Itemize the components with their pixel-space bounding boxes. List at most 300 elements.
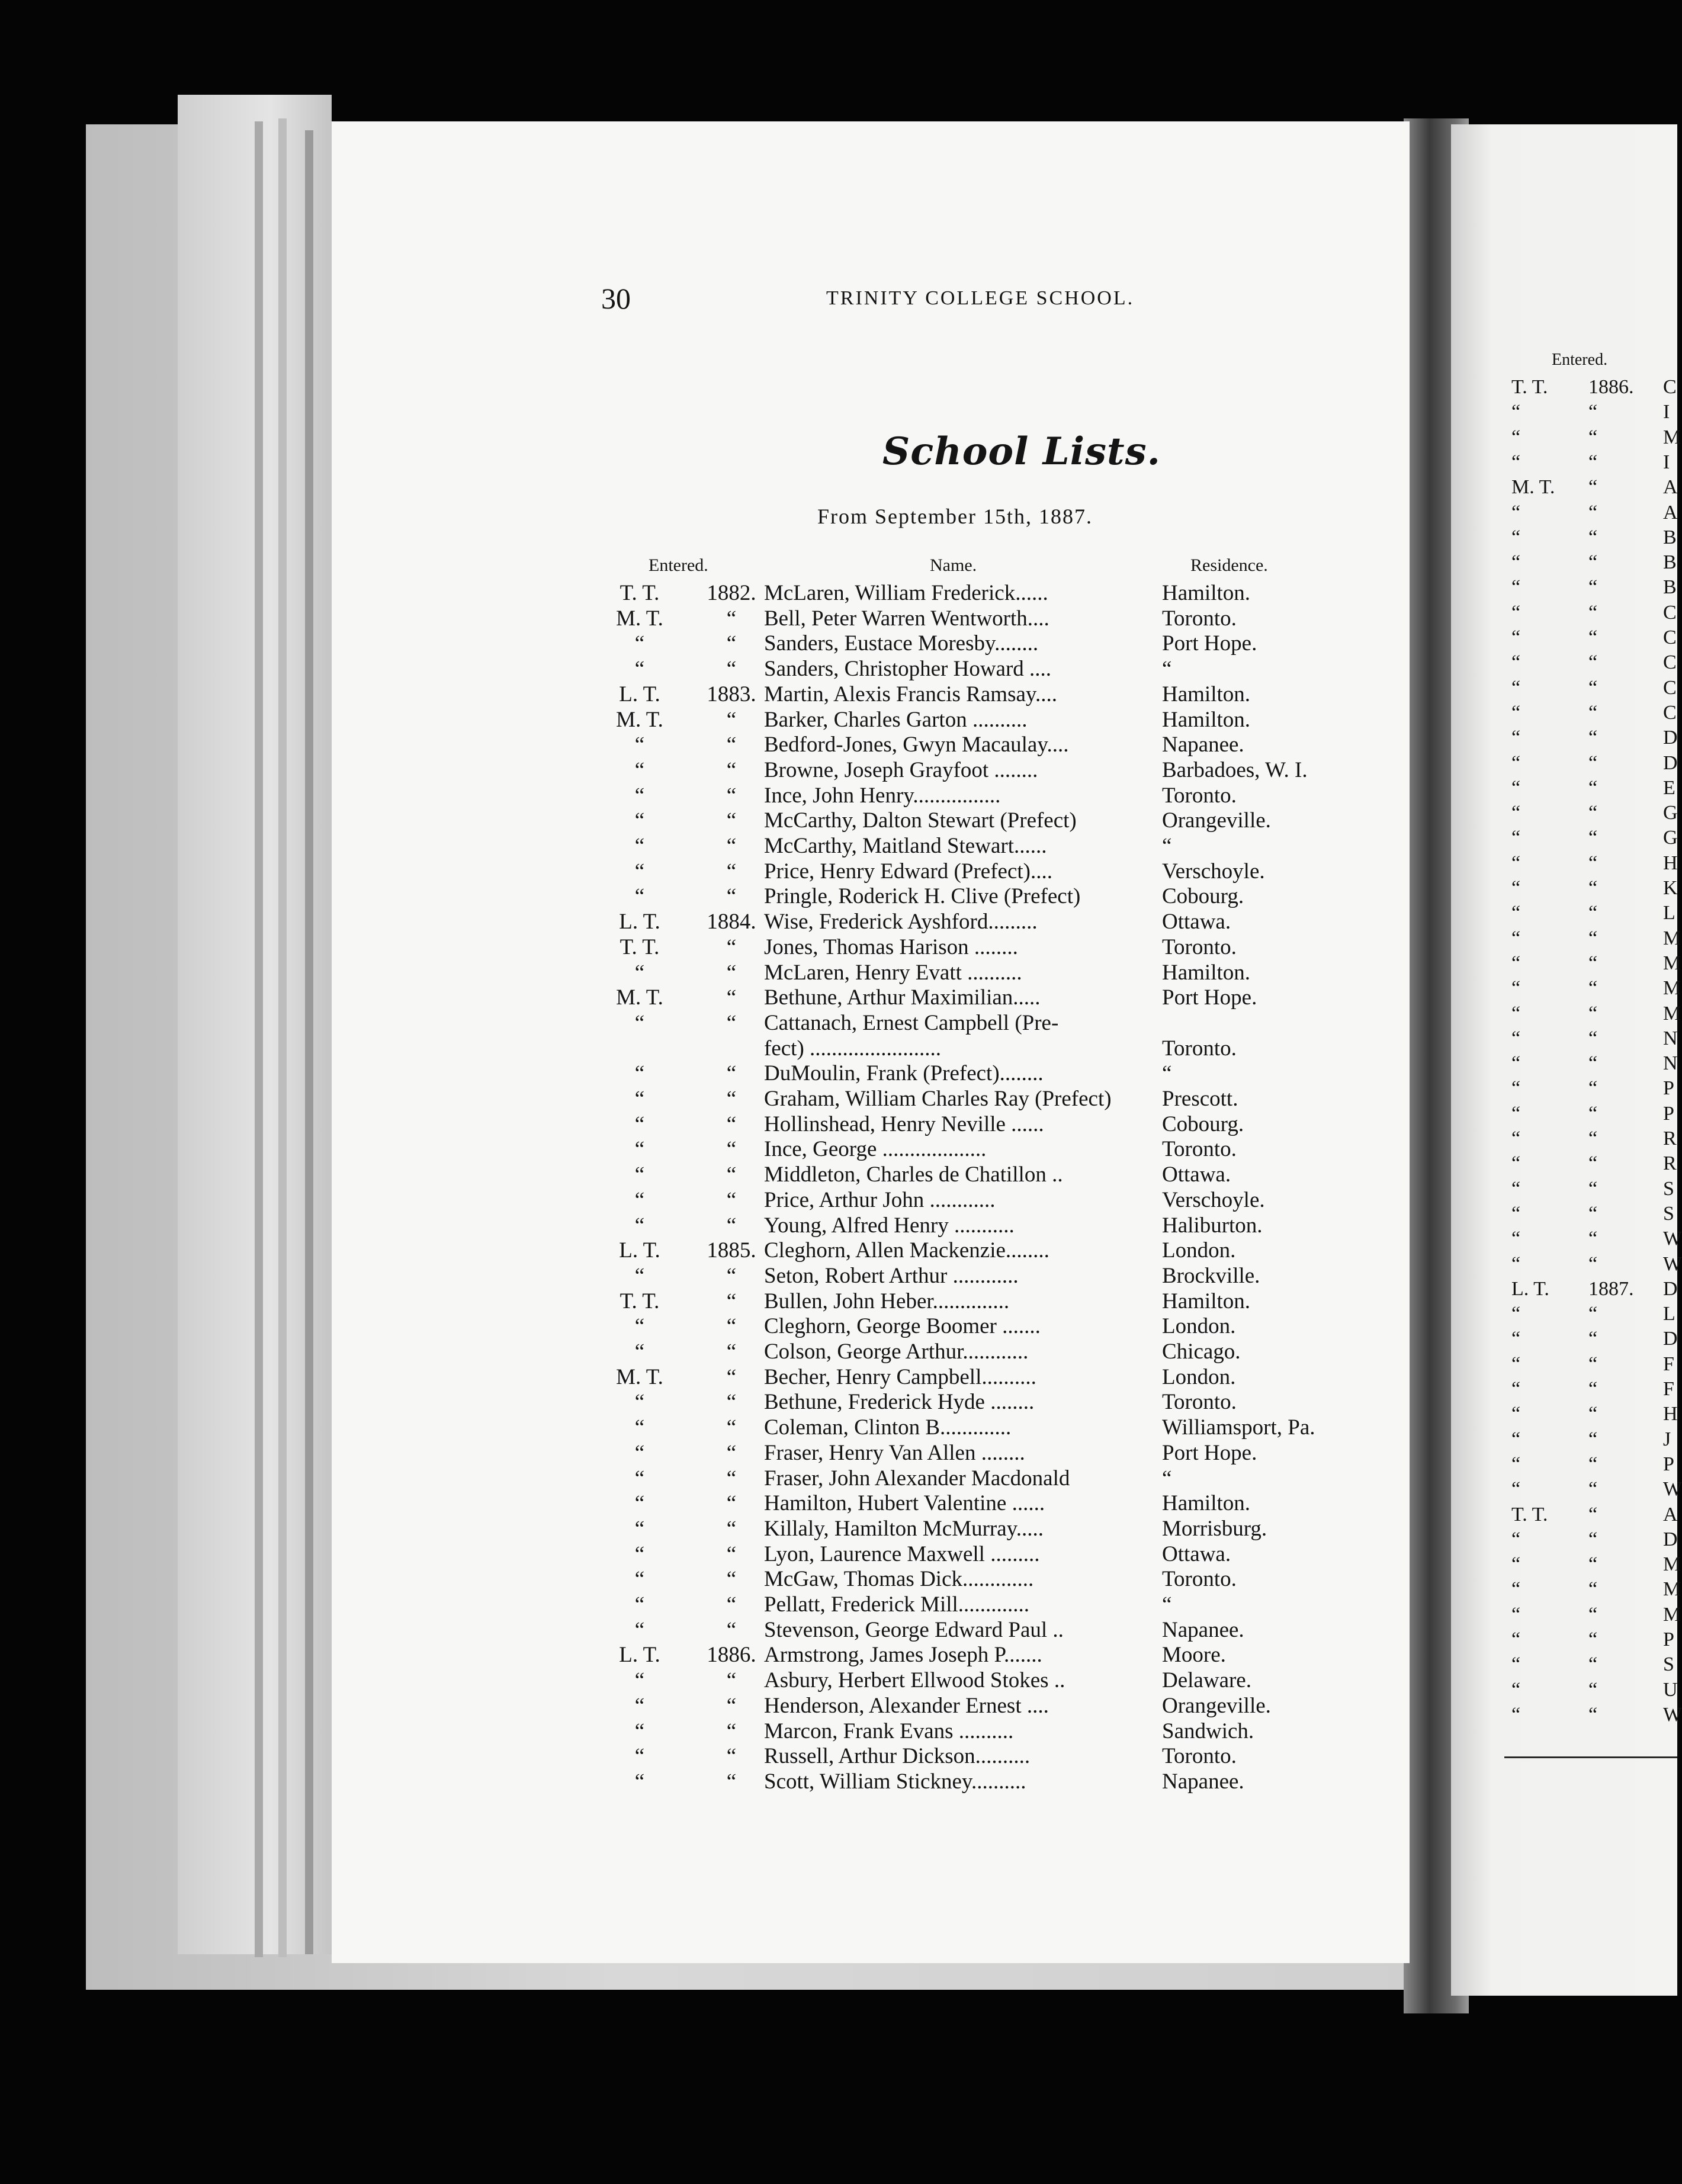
facing-name-fragment: P [1663,1077,1674,1100]
facing-year: “ [1588,1353,1598,1375]
student-name: Sanders, Christopher Howard .... [764,657,1052,682]
facing-year: “ [1588,1328,1598,1350]
entered-term: “ [634,1719,645,1743]
facing-name-fragment: B [1663,576,1677,599]
facing-name-fragment: D [1663,751,1678,774]
entered-term: “ [634,631,645,656]
entered-year: “ [726,1390,737,1415]
facing-name-fragment: M [1663,1603,1681,1626]
student-name: Wise, Frederick Ayshford......... [764,910,1038,934]
facing-name-fragment: F [1663,1353,1674,1375]
residence: Hamilton. [1162,707,1251,732]
facing-year: “ [1588,1228,1598,1250]
residence: Port Hope. [1162,1440,1257,1465]
facing-year: “ [1588,576,1598,599]
facing-year: “ [1588,977,1598,1000]
facing-year: “ [1588,627,1598,648]
residence: Toronto. [1162,1567,1237,1592]
facing-year: “ [1588,1378,1598,1400]
facing-name-fragment: M [1663,927,1681,949]
entered-year: “ [726,834,737,858]
facing-year: “ [1588,601,1598,624]
student-name: Martin, Alexis Francis Ramsay.... [764,682,1057,706]
facing-year: “ [1588,1177,1598,1200]
facing-year: “ [1588,1077,1598,1100]
facing-name-fragment: W [1663,1228,1682,1250]
facing-term: L. T. [1511,1277,1549,1300]
facing-year: “ [1588,1027,1598,1049]
student-name: Hamilton, Hubert Valentine ...... [764,1491,1045,1516]
facing-term: “ [1511,627,1521,648]
entered-term: “ [634,1415,645,1440]
residence: Napanee. [1162,1769,1244,1794]
facing-year: “ [1588,727,1598,749]
residence: Toronto. [1162,606,1237,631]
facing-year: “ [1588,1553,1598,1576]
entered-term: L. T. [619,1238,660,1263]
student-name: Fraser, Henry Van Allen ........ [764,1440,1025,1465]
residence: “ [1162,834,1172,858]
entered-term: T. T. [619,581,660,605]
facing-name-fragment: S [1663,1653,1674,1676]
residence: Ottawa. [1162,910,1231,934]
entered-year: “ [726,1289,737,1313]
student-name: Scott, William Stickney.......... [764,1769,1026,1794]
entered-year: “ [726,606,737,631]
facing-term: “ [1511,1553,1521,1576]
student-name: Stevenson, George Edward Paul .. [764,1617,1064,1642]
facing-name-fragment: I [1663,451,1670,473]
facing-term: “ [1511,401,1521,423]
student-name: McCarthy, Dalton Stewart (Prefect) [764,808,1077,833]
residence: Port Hope. [1162,631,1257,656]
facing-name-fragment: W [1663,1703,1682,1726]
student-name: Pellatt, Frederick Mill............. [764,1592,1030,1617]
entered-year: 1885. [707,1238,756,1263]
residence: London. [1162,1364,1236,1389]
residence: Morrisburg. [1162,1516,1267,1541]
facing-year: “ [1588,877,1598,899]
residence: London. [1162,1238,1236,1263]
facing-name-fragment: K [1663,877,1678,899]
residence: Ottawa. [1162,1162,1231,1187]
facing-year: “ [1588,1428,1598,1450]
facing-term: “ [1511,1027,1521,1049]
residence: Orangeville. [1162,1693,1271,1718]
facing-year: “ [1588,1703,1598,1726]
entered-term: “ [634,757,645,782]
student-name: Becher, Henry Campbell.......... [764,1364,1036,1389]
student-name: Ince, John Henry................ [764,783,1001,808]
residence: London. [1162,1314,1236,1339]
facing-term: “ [1511,1578,1521,1601]
student-name: Marcon, Frank Evans .......... [764,1719,1014,1743]
residence: Toronto. [1162,1744,1237,1769]
entered-year: “ [726,1693,737,1718]
residence: Port Hope. [1162,985,1257,1010]
residence: “ [1162,1061,1172,1086]
facing-name-fragment: M [1663,1002,1681,1024]
facing-year: “ [1588,1629,1598,1650]
facing-term: “ [1511,1653,1521,1676]
facing-year: “ [1588,501,1598,523]
facing-name-fragment: C [1663,651,1677,674]
facing-year: “ [1588,476,1598,499]
facing-name-fragment: H [1663,852,1678,874]
residence: Hamilton. [1162,1289,1251,1313]
entered-year: “ [726,1263,737,1288]
entered-term: “ [634,1769,645,1794]
entered-year: “ [726,1061,737,1086]
entered-year: “ [726,1213,737,1238]
facing-name-fragment: C [1663,601,1677,624]
student-name: Browne, Joseph Grayfoot ........ [764,757,1038,782]
facing-name-fragment: M [1663,1578,1681,1601]
facing-name-fragment: L [1663,902,1675,924]
entered-year: “ [726,1314,737,1339]
facing-term: “ [1511,1528,1521,1550]
entered-year: “ [726,1137,737,1162]
facing-year: 1886. [1588,376,1634,398]
entered-term: M. T. [616,606,663,631]
student-name: Jones, Thomas Harison ........ [764,934,1018,959]
facing-year: “ [1588,651,1598,674]
facing-name-fragment: P [1663,1453,1674,1475]
entered-year: “ [726,1010,737,1035]
entered-term: L. T. [619,910,660,934]
residence: Haliburton. [1162,1213,1263,1238]
entered-year: “ [726,1744,737,1769]
page-number: 30 [601,282,631,315]
running-head: TRINITY COLLEGE SCHOOL. [826,287,1135,309]
student-name: Young, Alfred Henry ........... [764,1213,1015,1238]
student-name: Ince, George ................... [764,1137,987,1162]
entered-term: “ [634,1112,645,1136]
entered-term: “ [634,1744,645,1769]
student-name: Seton, Robert Arthur ............ [764,1263,1019,1288]
student-name: Asbury, Herbert Ellwood Stokes .. [764,1668,1065,1693]
facing-name-fragment: R [1663,1152,1677,1175]
residence: Moore. [1162,1643,1226,1668]
facing-year: “ [1588,1202,1598,1225]
student-name: McLaren, William Frederick...... [764,581,1048,605]
facing-term: “ [1511,776,1521,799]
facing-term: “ [1511,1703,1521,1726]
facing-term: “ [1511,576,1521,599]
page-edge-line [305,130,313,1954]
entered-year: “ [726,1769,737,1794]
entered-year: “ [726,1466,737,1491]
facing-term: “ [1511,1328,1521,1350]
facing-term: “ [1511,727,1521,749]
facing-term: “ [1511,1128,1521,1149]
facing-name-fragment: C [1663,627,1677,648]
entered-term: “ [634,1187,645,1212]
facing-term: “ [1511,1177,1521,1200]
entered-term: “ [634,733,645,757]
entered-term: M. T. [616,985,663,1010]
entered-term: L. T. [619,682,660,706]
facing-name-fragment: P [1663,1629,1674,1650]
entered-year: “ [726,757,737,782]
residence: Toronto. [1162,783,1237,808]
student-name: Russell, Arthur Dickson.......... [764,1744,1031,1769]
facing-year: “ [1588,1403,1598,1425]
facing-term: “ [1511,551,1521,574]
facing-term: “ [1511,1629,1521,1650]
facing-term: “ [1511,1353,1521,1375]
residence: Verschoyle. [1162,859,1265,884]
student-name: Bedford-Jones, Gwyn Macaulay.... [764,733,1069,757]
facing-name-fragment: S [1663,1202,1674,1225]
student-name: McLaren, Henry Evatt .......... [764,960,1022,985]
student-name: Barker, Charles Garton .......... [764,707,1028,732]
entered-term: “ [634,1693,645,1718]
entered-term: “ [634,1263,645,1288]
student-name: Fraser, John Alexander Macdonald [764,1466,1070,1491]
entered-year: “ [726,1617,737,1642]
facing-name-fragment: C [1663,676,1677,699]
facing-term: “ [1511,802,1521,824]
facing-page [1451,124,1677,1996]
entered-term: “ [634,1516,645,1541]
facing-year: 1887. [1588,1277,1634,1300]
residence: Toronto. [1162,934,1237,959]
entered-year: “ [726,1112,737,1136]
facing-name-fragment: D [1663,1528,1678,1550]
facing-name-fragment: W [1663,1478,1682,1501]
facing-term: “ [1511,676,1521,699]
facing-term: “ [1511,1603,1521,1626]
student-name: McCarthy, Maitland Stewart...... [764,834,1047,858]
student-name: McGaw, Thomas Dick............. [764,1567,1034,1592]
entered-year: 1882. [707,581,756,605]
facing-name-fragment: D [1663,1328,1678,1350]
facing-name-fragment: I [1663,401,1670,423]
facing-name-fragment: L [1663,1303,1675,1325]
residence: “ [1162,1466,1172,1491]
facing-term: “ [1511,1378,1521,1400]
facing-term: “ [1511,927,1521,949]
facing-term: T. T. [1511,1503,1548,1525]
residence: Toronto. [1162,1137,1237,1162]
student-name: Pringle, Roderick H. Clive (Prefect) [764,884,1081,909]
facing-year: “ [1588,1052,1598,1075]
entered-term: “ [634,1061,645,1086]
end-rule [1504,1756,1677,1758]
column-header-residence: Residence. [1190,555,1268,575]
facing-name-fragment: G [1663,827,1678,849]
facing-term: “ [1511,1678,1521,1701]
facing-name-fragment: H [1663,1403,1678,1425]
facing-term: T. T. [1511,376,1548,398]
entered-year: “ [726,1516,737,1541]
facing-year: “ [1588,1478,1598,1501]
entered-year: “ [726,1668,737,1693]
facing-year: “ [1588,1603,1598,1626]
facing-year: “ [1588,1002,1598,1024]
residence: Williamsport, Pa. [1162,1415,1315,1440]
entered-year: “ [726,1567,737,1592]
entered-term: “ [634,1491,645,1516]
facing-year: “ [1588,776,1598,799]
entered-year: “ [726,934,737,959]
facing-term: “ [1511,451,1521,473]
facing-year: “ [1588,401,1598,423]
residence: Cobourg. [1162,884,1244,909]
facing-term: “ [1511,1428,1521,1450]
student-name: Cleghorn, Allen Mackenzie........ [764,1238,1049,1263]
facing-year: “ [1588,551,1598,574]
residence: Napanee. [1162,1617,1244,1642]
entered-year: “ [726,960,737,985]
entered-term: L. T. [619,1643,660,1668]
facing-year: “ [1588,1578,1598,1601]
entered-term: M. T. [616,1364,663,1389]
facing-year: “ [1588,1128,1598,1149]
student-name: Cattanach, Ernest Campbell (Pre- [764,1010,1059,1035]
facing-term: M. T. [1511,476,1555,499]
entered-year: “ [726,707,737,732]
facing-term: “ [1511,902,1521,924]
student-name: Bethune, Frederick Hyde ........ [764,1390,1035,1415]
facing-term: “ [1511,1228,1521,1250]
student-name: Bullen, John Heber.............. [764,1289,1010,1313]
facing-term: “ [1511,977,1521,1000]
facing-name-fragment: A [1663,1503,1678,1525]
entered-year: “ [726,783,737,808]
entered-year: “ [726,1719,737,1743]
facing-term: “ [1511,1152,1521,1175]
facing-term: “ [1511,1403,1521,1425]
facing-year: “ [1588,1528,1598,1550]
facing-term: “ [1511,827,1521,849]
residence: Hamilton. [1162,581,1251,605]
entered-term: “ [634,960,645,985]
entered-term: “ [634,1087,645,1111]
list-subtitle: From September 15th, 1887. [817,505,1093,528]
facing-name-fragment: A [1663,501,1678,523]
facing-year: “ [1588,701,1598,724]
facing-name-fragment: N [1663,1027,1678,1049]
entered-year: 1883. [707,682,756,706]
entered-term: “ [634,884,645,909]
residence: Cobourg. [1162,1112,1244,1136]
facing-column-header-entered: Entered. [1552,351,1608,369]
facing-year: “ [1588,1303,1598,1325]
entered-year: “ [726,1541,737,1566]
entered-year: “ [726,657,737,682]
student-name: Armstrong, James Joseph P....... [764,1643,1042,1668]
entered-term: “ [634,1668,645,1693]
residence: Ottawa. [1162,1541,1231,1566]
page-edge-line [278,118,287,1957]
facing-year: “ [1588,952,1598,974]
entered-year: “ [726,631,737,656]
student-name: Lyon, Laurence Maxwell ......... [764,1541,1040,1566]
entered-year: “ [726,985,737,1010]
facing-name-fragment: U [1663,1678,1678,1701]
student-name: Killaly, Hamilton McMurray..... [764,1516,1044,1541]
facing-year: “ [1588,927,1598,949]
residence: Chicago. [1162,1340,1241,1364]
facing-year: “ [1588,1653,1598,1676]
entered-year: “ [726,808,737,833]
facing-term: “ [1511,426,1521,448]
entered-year: “ [726,1364,737,1389]
entered-term: “ [634,1010,645,1035]
facing-term: “ [1511,526,1521,548]
facing-term: “ [1511,651,1521,674]
facing-term: “ [1511,1453,1521,1475]
residence: Toronto. [1162,1390,1237,1415]
facing-name-fragment: F [1663,1378,1674,1400]
entered-term: “ [634,1567,645,1592]
facing-year: “ [1588,902,1598,924]
student-name: Price, Henry Edward (Prefect).... [764,859,1052,884]
residence: Sandwich. [1162,1719,1254,1743]
page-title: School Lists. [882,429,1161,474]
student-name: Sanders, Eustace Moresby........ [764,631,1039,656]
residence: Prescott. [1162,1087,1238,1111]
facing-name-fragment: M [1663,1553,1681,1576]
facing-year: “ [1588,1152,1598,1175]
entered-year: “ [726,859,737,884]
facing-year: “ [1588,1503,1598,1525]
entered-term: “ [634,1617,645,1642]
facing-year: “ [1588,1252,1598,1275]
facing-name-fragment: B [1663,526,1677,548]
student-name: Bethune, Arthur Maximilian..... [764,985,1041,1010]
entered-term: “ [634,834,645,858]
student-name: Graham, William Charles Ray (Prefect) [764,1087,1112,1111]
facing-name-fragment: B [1663,551,1677,574]
residence: Hamilton. [1162,1491,1251,1516]
facing-name-fragment: J [1663,1428,1671,1450]
facing-term: “ [1511,1052,1521,1075]
entered-term: “ [634,1213,645,1238]
facing-year: “ [1588,451,1598,473]
facing-year: “ [1588,426,1598,448]
entered-term: “ [634,1137,645,1162]
facing-term: “ [1511,501,1521,523]
residence: Delaware. [1162,1668,1251,1693]
facing-name-fragment: C [1663,701,1677,724]
student-name: Hollinshead, Henry Neville ...... [764,1112,1044,1136]
entered-term: “ [634,1340,645,1364]
student-name: Coleman, Clinton B............. [764,1415,1012,1440]
residence: Barbadoes, W. I. [1162,757,1308,782]
entered-term: “ [634,783,645,808]
entered-year: “ [726,1087,737,1111]
column-header-name: Name. [930,555,977,575]
facing-name-fragment: G [1663,802,1678,824]
entered-year: 1886. [707,1643,756,1668]
facing-term: “ [1511,1252,1521,1275]
facing-term: “ [1511,1202,1521,1225]
facing-term: “ [1511,1303,1521,1325]
residence: Orangeville. [1162,808,1271,833]
facing-name-fragment: A [1663,476,1678,499]
facing-term: “ [1511,877,1521,899]
facing-year: “ [1588,1102,1598,1125]
entered-term: “ [634,1314,645,1339]
entered-term: “ [634,1592,645,1617]
entered-year: 1884. [707,910,756,934]
entered-term: “ [634,808,645,833]
facing-term: “ [1511,852,1521,874]
facing-name-fragment: D [1663,1277,1678,1300]
